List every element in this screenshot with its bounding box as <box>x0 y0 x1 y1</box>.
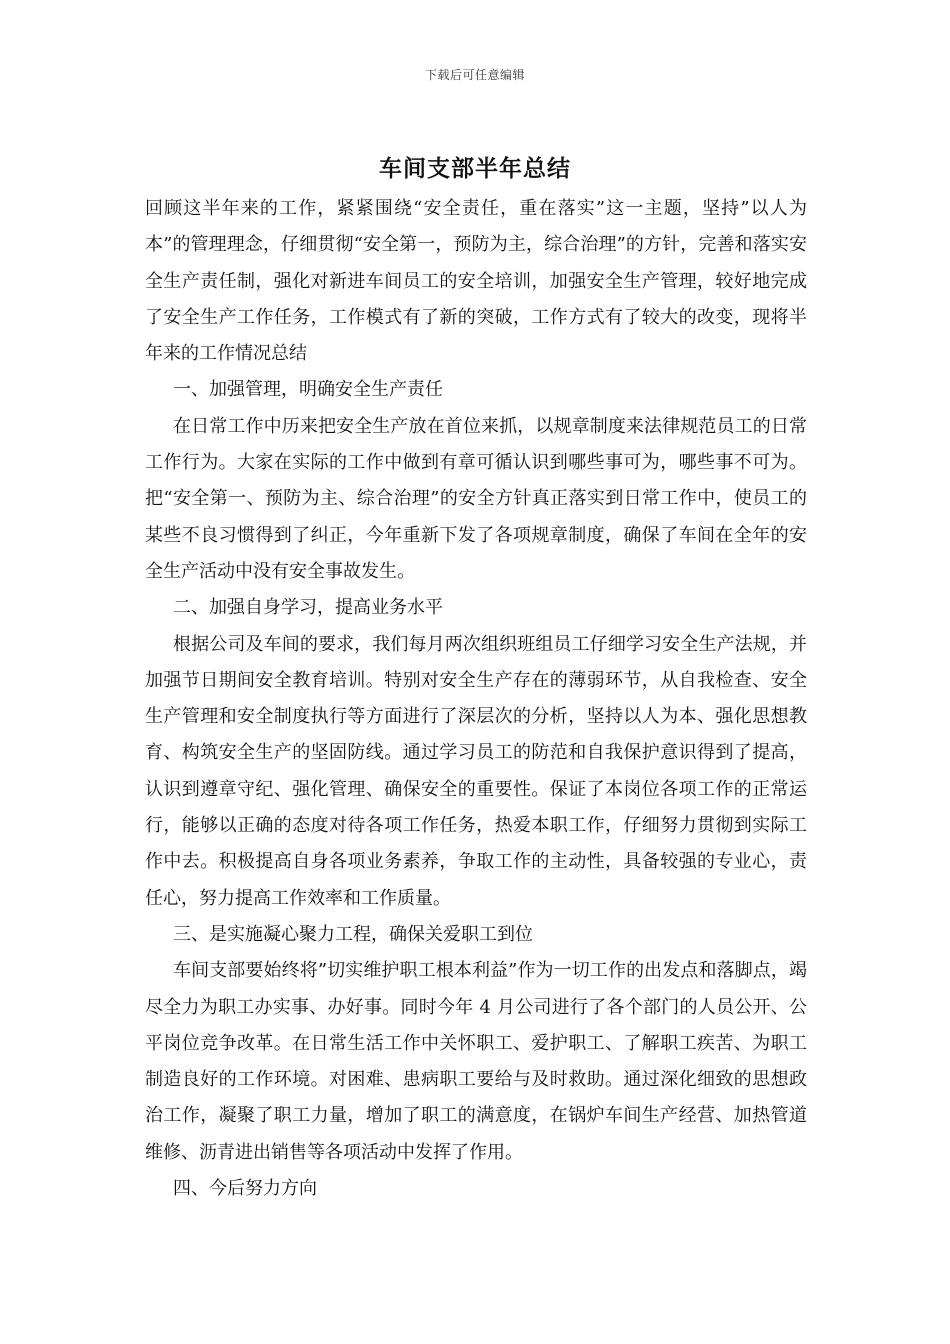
document-body <box>145 191 807 1207</box>
intro-paragraph: 回顾这半年来的工作，紧紧围绕“安全责任，重在落实”这一主题，坚持”以人为本”的管理理念，仔细贯彻“安全第一，预防为主，综合治理”的方针，完善和落实安全生产责任制，强化对新进车间员工的安全培训，加强安全生产管理，较好地完成了安全生产工作任务，工作模式有了新的突破，工作方式有了较大的改变，现将半年来的工作情况总结 <box>145 198 807 365</box>
section-1-heading: 一、加强管理，明确安全生产责任 <box>173 379 443 401</box>
document-title: 车间支部半年总结 <box>379 155 571 182</box>
section-3-heading: 三、是实施凝心聚力工程，确保关爱职工到位 <box>173 923 533 945</box>
section-3-body: 车间支部要始终将”切实维护职工根本利益”作为一切工作的出发点和落脚点，竭尽全力为职工办实事、办好事。同时今年 4 月公司进行了各个部门的人员公开、公平岗位竞争改革。在日常生活工作中关怀职工、爱护职工、了解职工疾苦、为职工制造良好的工作环境。对困难、患病职工要给与及时救助。通过深化细致的思想政治工作，凝聚了职工力量，增加了职工的满意度，在锅炉车间生产经营、加热管道维修、沥青进出销售等各项活动中发挥了作用。 <box>145 960 807 1163</box>
section-1-body: 在日常工作中历来把安全生产放在首位来抓，以规章制度来法律规范员工的日常工作行为。大家在实际的工作中做到有章可循认识到哪些事可为，哪些事不可为。把“安全第一、预防为主、综合治理”的安全方针真正落实到日常工作中，使员工的某些不良习惯得到了纠正，今年重新下发了各项规章制度，确保了车间在全年的安全生产活动中没有安全事故发生。 <box>145 415 807 582</box>
section-2-heading: 二、加强自身学习，提高业务水平 <box>173 597 443 619</box>
section-2-body: 根据公司及车间的要求，我们每月两次组织班组员工仔细学习安全生产法规，并加强节日期间安全教育培训。特别对安全生产存在的薄弱环节，从自我检查、安全生产管理和安全制度执行等方面进行了深层次的分析，坚持以人为本、强化思想教育、构筑安全生产的坚固防线。通过学习员工的防范和自我保护意识得到了提高，认识到遵章守纪、强化管理、确保安全的重要性。保证了本岗位各项工作的正常运行，能够以正确的态度对待各项工作任务，热爱本职工作，仔细努力贯彻到实际工作中去。积极提高自身各项业务素养，争取工作的主动性，具备较强的专业心，责任心，努力提高工作效率和工作质量。 <box>145 633 807 909</box>
section-4-heading: 四、今后努力方向 <box>173 1178 317 1200</box>
header-note: 下载后可任意编辑 <box>424 68 525 82</box>
